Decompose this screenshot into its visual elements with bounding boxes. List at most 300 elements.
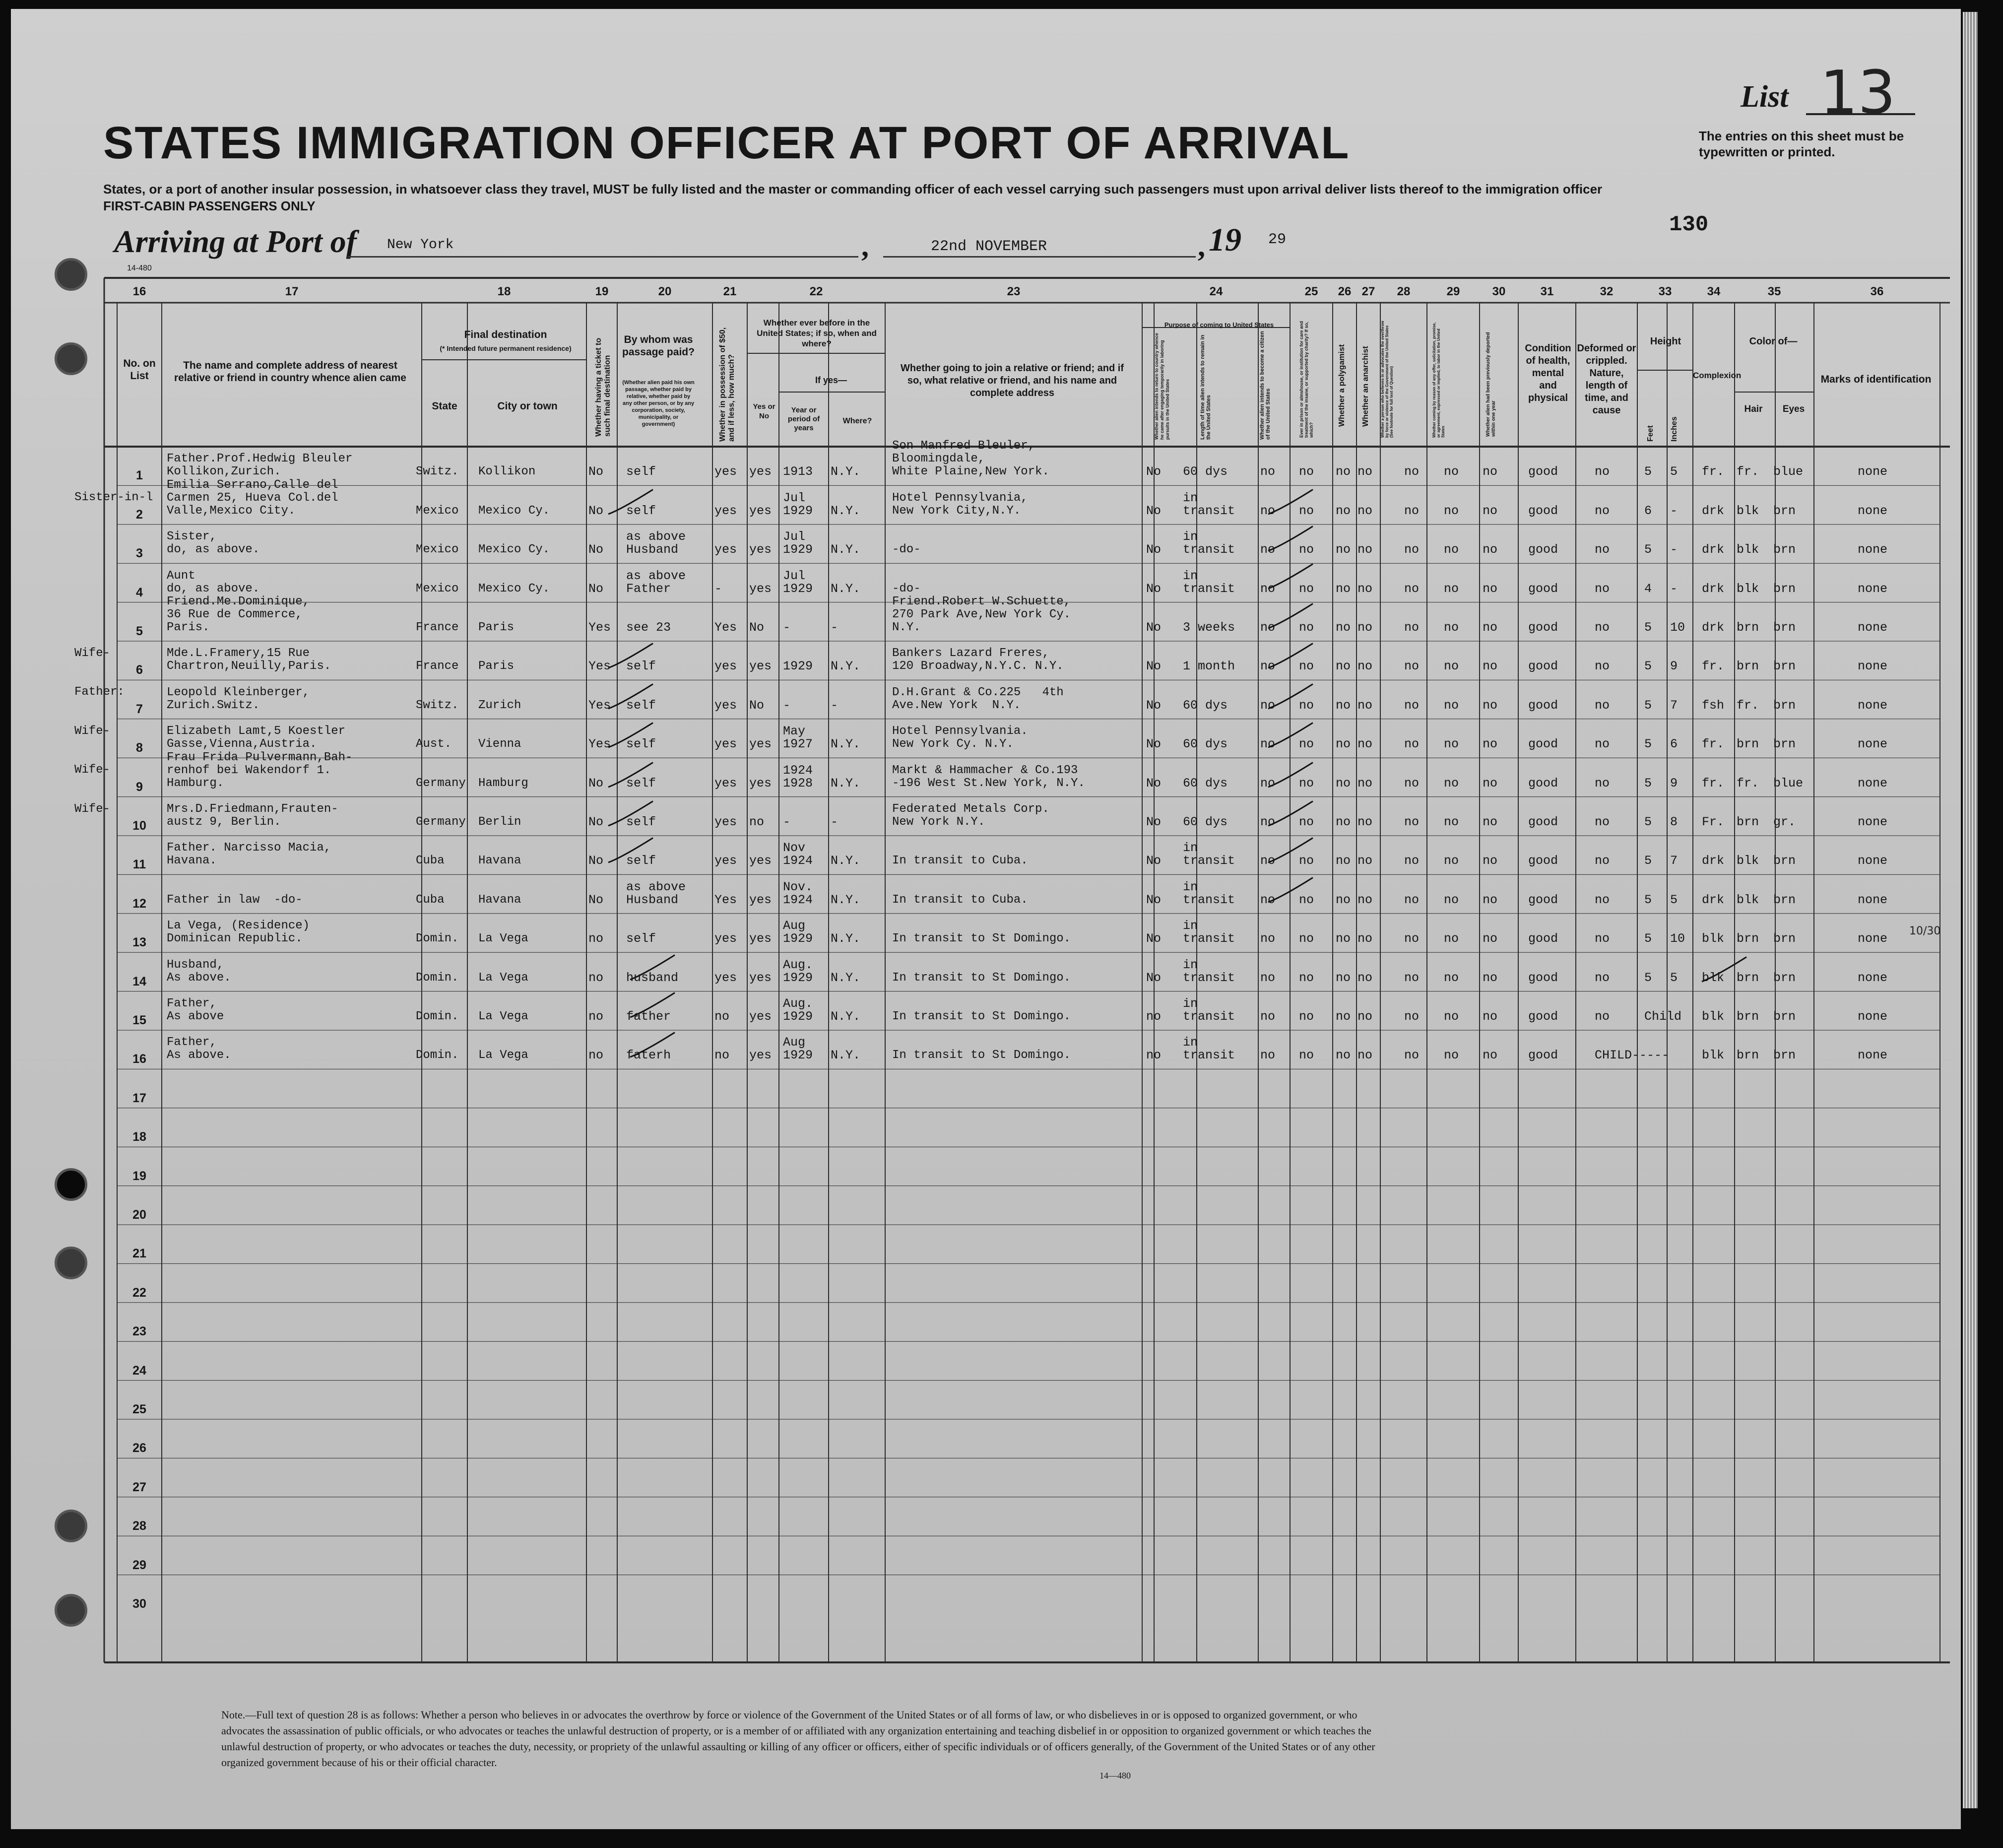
cell-paid-by: self — [626, 698, 656, 713]
cell-relative: La Vega, (Residence) Dominican Republic. — [167, 919, 310, 946]
column-number: 27 — [1361, 285, 1375, 298]
cell-complexion: drk — [1702, 620, 1725, 635]
cell-relative: Mrs.D.Friedmann,Frauten- austz 9, Berlin. — [167, 802, 338, 829]
header-where: Where? — [842, 417, 872, 425]
row-number: 4 — [136, 585, 143, 599]
cell-hair: brn — [1737, 659, 1759, 674]
cell-going-to: Federated Metals Corp. New York N.Y. — [892, 802, 1049, 829]
cell-overthrow: no — [1404, 931, 1420, 946]
cell-before-us: no — [749, 815, 765, 829]
column-number: 18 — [497, 285, 511, 298]
cell-anarchist: no — [1357, 931, 1373, 946]
cell-inches: - — [1670, 542, 1678, 557]
cell-polygamist: no — [1336, 698, 1351, 713]
cell-before-us: yes — [749, 892, 772, 907]
port-underline — [347, 256, 858, 258]
cell-eyes: blue — [1773, 776, 1804, 791]
cell-inches: - — [1670, 503, 1678, 518]
header-state: State — [432, 400, 457, 412]
header-purpose: Purpose of coming to United States — [1164, 321, 1274, 329]
cell-polygamist: no — [1336, 542, 1351, 557]
cell-money: yes — [714, 464, 737, 479]
cell-polygamist: no — [1336, 1048, 1351, 1063]
row-number: 27 — [132, 1480, 146, 1494]
cell-health: good — [1528, 737, 1558, 752]
cell-labor-offer: no — [1444, 581, 1459, 596]
cell-ticket: Yes — [588, 737, 611, 752]
cell-state: Domin. — [416, 1010, 459, 1023]
cell-relative: Aunt do, as above. — [167, 569, 260, 595]
column-number: 28 — [1397, 285, 1411, 298]
cell-health: good — [1528, 1009, 1558, 1024]
cell-purpose-length: in transit — [1183, 841, 1235, 868]
cell-overthrow: no — [1404, 659, 1420, 674]
cell-eyes: brn — [1773, 659, 1796, 674]
cell-feet: 5 — [1644, 776, 1652, 791]
cell-purpose-length: in transit — [1183, 919, 1235, 946]
row-number: 14 — [132, 974, 146, 989]
cell-inches: 8 — [1670, 815, 1678, 829]
cell-marks: none — [1858, 620, 1888, 635]
cell-overthrow: no — [1404, 970, 1420, 985]
cell-city: La Vega — [478, 932, 528, 946]
cell-going-to: In transit to St Domingo. — [892, 1010, 1071, 1023]
cell-state: Domin. — [416, 932, 459, 946]
column-number: 22 — [809, 285, 823, 298]
cell-feet: 5 — [1644, 464, 1652, 479]
cell-city: Mexico Cy. — [478, 543, 550, 557]
cell-city: Mexico Cy. — [478, 504, 550, 518]
cell-year: Aug 1929 — [783, 1035, 813, 1063]
cell-anarchist: no — [1357, 698, 1373, 713]
cell-polygamist: no — [1336, 659, 1351, 674]
cell-eyes: brn — [1773, 542, 1796, 557]
cell-deported: no — [1483, 1009, 1498, 1024]
cell-marks: none — [1858, 737, 1888, 752]
cell-marks: none — [1858, 815, 1888, 829]
header-paid-by: By whom was passage paid? — [622, 334, 695, 358]
cell-before-us: yes — [749, 503, 772, 518]
cell-prison: no — [1299, 581, 1314, 596]
cell-inches: 10 — [1670, 931, 1685, 946]
cell-labor-offer: no — [1444, 815, 1459, 829]
row-number: 30 — [132, 1597, 146, 1611]
column-number: 29 — [1446, 285, 1460, 298]
cell-eyes: brn — [1773, 620, 1796, 635]
cell-hair: blk — [1737, 854, 1759, 868]
cell-paid-by: as above Father — [626, 568, 686, 596]
cell-year: Jul 1929 — [783, 490, 813, 518]
cell-feet: 5 — [1644, 737, 1652, 752]
cell-overthrow: no — [1404, 1009, 1420, 1024]
cell-state: France — [416, 660, 459, 673]
cell-money: - — [714, 581, 722, 596]
punch-hole — [55, 1168, 87, 1201]
cell-purpose-return: No — [1146, 659, 1162, 674]
cell-complexion: blk — [1702, 931, 1725, 946]
cell-deformed: no — [1595, 892, 1610, 907]
cell-year: 1929 — [783, 659, 813, 674]
cell-money: yes — [714, 542, 737, 557]
cell-city: La Vega — [478, 1049, 528, 1062]
row-number: 2 — [136, 507, 143, 522]
header-marks: Marks of identification — [1820, 374, 1932, 385]
punch-hole — [55, 1510, 87, 1542]
row-number: 12 — [132, 896, 146, 911]
cell-deported: no — [1483, 737, 1498, 752]
date-underline — [883, 256, 1196, 258]
cell-purpose-return: No — [1146, 815, 1162, 829]
cell-anarchist: no — [1357, 854, 1373, 868]
cell-before-us: yes — [749, 659, 772, 674]
cell-feet: 5 — [1644, 892, 1652, 907]
cell-deported: no — [1483, 464, 1498, 479]
column-number: 20 — [658, 285, 672, 298]
cell-relative: Father in law -do- — [167, 893, 303, 907]
cell-purpose-return: No — [1146, 970, 1162, 985]
cell-ticket: No — [588, 892, 604, 907]
header-relative: The name and complete address of nearest relative or friend in country whence alien came — [174, 360, 406, 384]
cell-money: yes — [714, 776, 737, 791]
cell-overthrow: no — [1404, 698, 1420, 713]
cell-city: Havana — [478, 893, 521, 907]
cell-prison: no — [1299, 854, 1314, 868]
cell-marks: none — [1858, 1009, 1888, 1024]
cell-deformed: no — [1595, 854, 1610, 868]
header-purpose-return: Whether alien intends to return to country whence he came after engaging temporarily in laboring pursuits in the United States — [1154, 332, 1170, 440]
row-number: 25 — [132, 1402, 146, 1416]
cell-paid-by: self — [626, 776, 656, 791]
cell-before-us: yes — [749, 464, 772, 479]
cell-prison: no — [1299, 1048, 1314, 1063]
arriving-label: Arriving at Port of — [114, 224, 357, 259]
cell-health: good — [1528, 503, 1558, 518]
cell-polygamist: no — [1336, 737, 1351, 752]
cell-paid-by: self — [626, 659, 656, 674]
cell-going-to: -do- — [892, 582, 921, 595]
cell-complexion: blk — [1702, 1009, 1725, 1024]
cell-paid-by: self — [626, 931, 656, 946]
header-feet: Feet — [1646, 425, 1655, 442]
cell-money: yes — [714, 737, 737, 752]
cell-purpose-length: 60 dys — [1183, 698, 1228, 713]
cell-money: yes — [714, 659, 737, 674]
cell-purpose-length: 60 dys — [1183, 464, 1228, 479]
cell-going-to: Markt & Hammacher & Co.193 -196 West St.New York, N.Y. — [892, 763, 1085, 790]
cell-complexion: fr. — [1702, 659, 1725, 674]
cell-paid-by: self — [626, 737, 656, 752]
cell-purpose-citizen: no — [1260, 931, 1276, 946]
header-final-destination-note: (* Intended future permanent residence) — [440, 344, 572, 352]
year-value: 29 — [1268, 231, 1287, 248]
column-number: 34 — [1707, 285, 1721, 298]
cell-eyes: brn — [1773, 581, 1796, 596]
cell-purpose-citizen: no — [1260, 581, 1276, 596]
header-col29: Whether coming by reason of any offer, solicitation, promise, or agreement, expressed or implied, to labor in the United States — [1432, 322, 1445, 438]
port-value: New York — [387, 237, 454, 253]
row-number: 21 — [132, 1247, 146, 1261]
cell-state: Aust. — [416, 737, 452, 751]
header-col28: Whether a person who believes in or advocates the overthrow by force or violence of the Government of the United States (See footnote for full text of Question) — [1380, 321, 1394, 438]
cell-purpose-length: in transit — [1183, 568, 1235, 596]
cell-before-us: yes — [749, 776, 772, 791]
cell-eyes: brn — [1773, 1009, 1796, 1024]
comma: , — [1198, 230, 1205, 263]
punch-hole — [55, 342, 87, 375]
cell-deported: no — [1483, 698, 1498, 713]
cell-going-to: In transit to St Domingo. — [892, 932, 1071, 946]
cell-ticket: no — [588, 970, 604, 985]
cell-before-us: yes — [749, 581, 772, 596]
column-number: 25 — [1304, 285, 1318, 298]
header-col30: Whether alien had been previously deported within one year — [1486, 332, 1496, 437]
cell-relative: Father, As above — [167, 997, 224, 1023]
cell-city: La Vega — [478, 1010, 528, 1023]
cell-going-to: In transit to St Domingo. — [892, 1049, 1071, 1062]
cell-paid-by: husband — [626, 970, 679, 985]
cell-labor-offer: no — [1444, 854, 1459, 868]
cell-purpose-length: 60 dys — [1183, 815, 1228, 829]
cell-inches: - — [1670, 581, 1678, 596]
row-number: 20 — [132, 1208, 146, 1222]
cell-prison: no — [1299, 698, 1314, 713]
column-number: 30 — [1492, 285, 1506, 298]
cell-prison: no — [1299, 464, 1314, 479]
cell-before-us: yes — [749, 1048, 772, 1063]
cell-hair: fr. — [1737, 464, 1759, 479]
cell-purpose-length: in transit — [1183, 1035, 1235, 1063]
cell-deformed: no — [1595, 620, 1610, 635]
list-underline — [1806, 113, 1915, 115]
cell-ticket: Yes — [588, 698, 611, 713]
cell-state: Germany — [416, 776, 466, 790]
cell-ticket: no — [588, 931, 604, 946]
cell-deported: no — [1483, 892, 1498, 907]
cell-hair: blk — [1737, 892, 1759, 907]
cell-purpose-length: in transit — [1183, 957, 1235, 985]
cell-purpose-citizen: no — [1260, 815, 1276, 829]
cell-overthrow: no — [1404, 620, 1420, 635]
cell-where: N.Y. — [831, 1009, 861, 1024]
column-number: 35 — [1767, 285, 1781, 298]
row-number: 13 — [132, 935, 146, 950]
cell-anarchist: no — [1357, 1009, 1373, 1024]
cell-going-to: In transit to Cuba. — [892, 893, 1028, 907]
cell-inches: 6 — [1670, 737, 1678, 752]
cell-labor-offer: no — [1444, 659, 1459, 674]
cell-labor-offer: no — [1444, 1009, 1459, 1024]
column-number: 26 — [1338, 285, 1352, 298]
cell-money: no — [714, 1009, 730, 1024]
cell-anarchist: no — [1357, 659, 1373, 674]
cell-paid-by: faterh — [626, 1048, 671, 1063]
cell-city: Vienna — [478, 737, 521, 751]
cell-labor-offer: no — [1444, 737, 1459, 752]
cell-state: Cuba — [416, 854, 445, 868]
cell-labor-offer: no — [1444, 464, 1459, 479]
margin-note: 10/30 — [1909, 925, 1941, 937]
row-number: 23 — [132, 1324, 146, 1339]
cell-going-to: Son Manfred Bleuler, Bloomingdale, White Plaine,New York. — [892, 439, 1049, 479]
cell-marks: none — [1858, 659, 1888, 674]
century-label: 19 — [1209, 222, 1241, 258]
cell-purpose-length: 1 month — [1183, 659, 1235, 674]
date-value: 22nd NOVEMBER — [931, 238, 1047, 255]
cell-city: Berlin — [478, 815, 521, 829]
cell-ticket: No — [588, 581, 604, 596]
cell-deported: no — [1483, 542, 1498, 557]
punch-hole — [55, 1247, 87, 1279]
cell-marks: none — [1858, 542, 1888, 557]
cell-year: Aug. 1929 — [783, 996, 813, 1024]
cell-anarchist: no — [1357, 464, 1373, 479]
row-number: 5 — [136, 624, 143, 638]
cell-money: Yes — [714, 620, 737, 635]
cell-feet: 6 — [1644, 503, 1652, 518]
row-number: 3 — [136, 546, 143, 561]
page-number: 130 — [1669, 212, 1709, 237]
cell-year: - — [783, 620, 791, 635]
cell-hair: brn — [1737, 970, 1759, 985]
cell-before-us: yes — [749, 854, 772, 868]
cell-purpose-return: No — [1146, 776, 1162, 791]
cell-inches: 10 — [1670, 620, 1685, 635]
cell-labor-offer: no — [1444, 776, 1459, 791]
form-instructions — [103, 181, 1691, 214]
footnote: Note.—Full text of question 28 is as follows: Whether a person who believes in or advocates the overthrow by force or violence of the Government of the United States or of all forms of law, or who disbelieves in or is opposed to organized government, or who advocates the assassination of public officials, or who advocates or teaches the unlawful destruction of property, or is a member of or affiliated with any organization entertaining and teaching disbelief in or opposition to organized government or which teaches the unlawful destruction of property, or who advocates or teaches the duty, necessity, or propriety of the unlawful assaulting or killing of any officer or officers, either of specific individuals or of officers generally, of the Government of the United States or of any other organized government because of his or their official character. — [221, 1709, 1375, 1769]
header-purpose-length: Length of time alien intends to remain in the United States — [1200, 334, 1212, 440]
cell-anarchist: no — [1357, 1048, 1373, 1063]
header-col25: Ever in prison or almshouse, or institution for care and treatment of the insane, or supported by charity? If so, which? — [1299, 321, 1314, 438]
cell-year: Aug. 1929 — [783, 957, 813, 985]
cell-complexion: drk — [1702, 892, 1725, 907]
cell-purpose-length: in transit — [1183, 529, 1235, 557]
cell-purpose-return: No — [1146, 737, 1162, 752]
cell-eyes: blue — [1773, 464, 1804, 479]
cell-eyes: brn — [1773, 698, 1796, 713]
cell-prison: no — [1299, 892, 1314, 907]
cell-complexion: blk — [1702, 970, 1725, 985]
header-color-of: Color of— — [1749, 336, 1798, 347]
cell-deformed: CHILD----- — [1595, 1048, 1670, 1063]
form-title: STATES IMMIGRATION OFFICER AT PORT OF ARRIVAL — [103, 118, 1350, 168]
cell-where: N.Y. — [831, 503, 861, 518]
cell-labor-offer: no — [1444, 1048, 1459, 1063]
cell-deformed: no — [1595, 970, 1610, 985]
cell-relative: Friend.Me.Dominique, 36 Rue de Commerce, Paris. — [167, 595, 310, 634]
cell-relative: Elizabeth Lamt,5 Koestler Gasse,Vienna,Austria. — [167, 725, 346, 751]
cell-deported: no — [1483, 970, 1498, 985]
row-number: 1 — [136, 468, 143, 483]
cell-feet: 5 — [1644, 931, 1652, 946]
cell-purpose-length: in transit — [1183, 879, 1235, 907]
cell-deformed: no — [1595, 1009, 1610, 1024]
cell-purpose-return: No — [1146, 698, 1162, 713]
cell-feet: 5 — [1644, 698, 1652, 713]
cell-money: yes — [714, 854, 737, 868]
cell-city: Mexico Cy. — [478, 582, 550, 595]
cell-labor-offer: no — [1444, 892, 1459, 907]
cell-purpose-return: No — [1146, 503, 1162, 518]
cell-ticket: no — [588, 1048, 604, 1063]
cell-overthrow: no — [1404, 776, 1420, 791]
cell-marks: none — [1858, 892, 1888, 907]
cell-going-to: Bankers Lazard Freres, 120 Broadway,N.Y.C. N.Y. — [892, 647, 1064, 673]
cell-purpose-citizen: no — [1260, 737, 1276, 752]
cell-city: Hamburg — [478, 776, 528, 790]
column-number: 36 — [1870, 285, 1884, 298]
relation-prefix: Wife- — [74, 724, 111, 738]
cell-money: Yes — [714, 892, 737, 907]
row-number: 9 — [136, 780, 143, 794]
cell-purpose-length: 60 dys — [1183, 776, 1228, 791]
cell-feet: 4 — [1644, 581, 1652, 596]
cell-deformed: no — [1595, 659, 1610, 674]
cell-purpose-length: 3 weeks — [1183, 620, 1235, 635]
cell-city: La Vega — [478, 971, 528, 985]
cell-going-to: D.H.Grant & Co.225 4th Ave.New York N.Y. — [892, 685, 1064, 712]
cell-purpose-citizen: no — [1260, 698, 1276, 713]
cell-relative: Father.Prof.Hedwig Bleuler Kollikon,Zurich. — [167, 452, 353, 479]
header-height: Height — [1650, 336, 1681, 347]
cell-overthrow: no — [1404, 1048, 1420, 1063]
cell-before-us: yes — [749, 1009, 772, 1024]
cell-purpose-citizen: no — [1260, 854, 1276, 868]
cell-relative: Leopold Kleinberger, Zurich.Switz. — [167, 685, 310, 712]
cell-polygamist: no — [1336, 776, 1351, 791]
cell-eyes: brn — [1773, 931, 1796, 946]
cell-purpose-citizen: no — [1260, 892, 1276, 907]
cell-health: good — [1528, 581, 1558, 596]
cell-paid-by: self — [626, 503, 656, 518]
cell-complexion: drk — [1702, 503, 1725, 518]
row-number: 8 — [136, 741, 143, 755]
cell-purpose-return: No — [1146, 892, 1162, 907]
row-number: 16 — [132, 1052, 146, 1066]
cell-before-us: yes — [749, 542, 772, 557]
header-paid-by-note: (Whether alien paid his own passage, whether paid by relative, whether paid by any other person, or by any corporation, society, municipality, or government) — [622, 380, 695, 427]
row-number: 29 — [132, 1558, 146, 1572]
cell-inches: 5 — [1670, 970, 1678, 985]
list-number: 13 — [1820, 59, 1896, 128]
cell-overthrow: no — [1404, 542, 1420, 557]
cell-money: yes — [714, 815, 737, 829]
cell-overthrow: no — [1404, 892, 1420, 907]
cell-health: good — [1528, 542, 1558, 557]
cell-deformed: no — [1595, 503, 1610, 518]
cell-health: good — [1528, 464, 1558, 479]
cell-paid-by: as above Husband — [626, 879, 686, 907]
cell-year: Jul 1929 — [783, 568, 813, 596]
comma: , — [861, 230, 869, 263]
cell-going-to: In transit to Cuba. — [892, 854, 1028, 868]
cell-marks: none — [1858, 776, 1888, 791]
relation-prefix: Father: — [74, 685, 125, 699]
cell-overthrow: no — [1404, 581, 1420, 596]
cell-overthrow: no — [1404, 503, 1420, 518]
typewritten-note: The entries on this sheet must be typewritten or printed. — [1699, 129, 1904, 159]
cell-year: Nov 1924 — [783, 841, 813, 868]
header-ticket: Whether having a ticket to such final destination — [594, 337, 612, 437]
cell-purpose-citizen: no — [1260, 503, 1276, 518]
cell-hair: blk — [1737, 542, 1759, 557]
cell-money: yes — [714, 503, 737, 518]
cell-state: Mexico — [416, 543, 459, 557]
cell-polygamist: no — [1336, 581, 1351, 596]
cell-purpose-citizen: no — [1260, 1009, 1276, 1024]
cell-ticket: No — [588, 542, 604, 557]
column-number: 32 — [1600, 285, 1614, 298]
